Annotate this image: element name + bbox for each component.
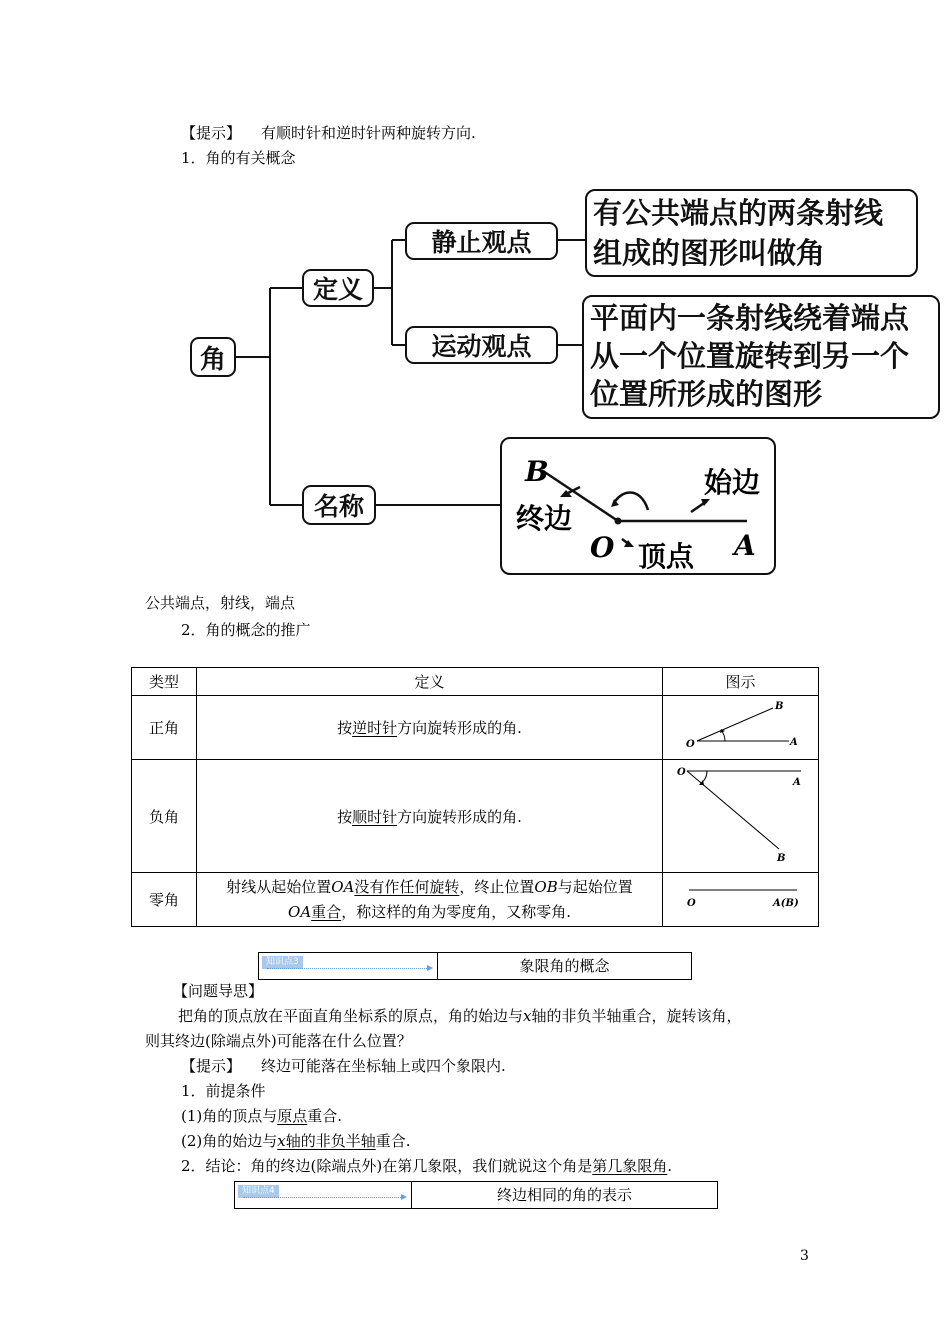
question-hint: 【提示】 终边可能落在坐标轴上或四个象限内. <box>181 1057 506 1075</box>
figure-positive-angle <box>663 696 819 760</box>
neg-A: A <box>793 776 801 788</box>
angle-types-table <box>131 667 819 927</box>
label-vertex: 顶点 <box>638 540 695 573</box>
neg-O: O <box>677 766 686 778</box>
hint-line <box>181 122 476 143</box>
dynamic-definition-line-2: 从一个位置旋转到另一个 <box>590 339 910 373</box>
label-B: B <box>525 455 549 488</box>
dynamic-definition-box <box>582 295 940 419</box>
header-type: 类型 <box>132 668 197 696</box>
table-row <box>132 760 819 873</box>
static-definition-box <box>585 189 918 277</box>
answer-nonnegative-x: x轴的非负半轴 <box>277 1132 376 1150</box>
arrow-icon <box>267 968 431 969</box>
static-view-node: 静止观点 <box>405 222 558 260</box>
hint-label: 【提示】 <box>181 124 242 142</box>
answer-origin: 原点 <box>277 1107 308 1125</box>
row-type-positive: 正角 <box>132 696 197 760</box>
row-type-negative: 负角 <box>132 760 197 873</box>
answer-coincide: 重合 <box>311 902 342 921</box>
knowledge-point-3-badge: 知识点3 <box>262 956 303 969</box>
answer-no-rotation: 没有作任何旋转 <box>354 877 460 896</box>
pos-B: B <box>775 700 784 712</box>
label-initial-side: 始边 <box>704 466 761 499</box>
section-title-2: 2．角的概念的推广 <box>181 621 311 639</box>
page-number: 3 <box>800 1248 809 1264</box>
static-definition-line-1: 有公共端点的两条射线 <box>593 196 884 230</box>
zero-AB: A(B) <box>773 897 799 909</box>
label-terminal-side: 终边 <box>516 502 573 535</box>
table-row <box>132 696 819 760</box>
positive-angle-diagram <box>663 697 818 759</box>
neg-B: B <box>777 852 786 864</box>
table-header-row <box>132 668 819 696</box>
knowledge-point-3-bar <box>258 952 692 980</box>
dynamic-definition-line-1: 平面内一条射线绕着端点 <box>590 301 910 335</box>
dynamic-definition-line-3: 位置所形成的图形 <box>590 377 823 411</box>
row-definition-zero <box>197 873 663 927</box>
zero-O: O <box>687 897 696 909</box>
zero-angle-diagram <box>663 874 818 926</box>
answer-counterclockwise: 逆时针 <box>352 719 398 737</box>
label-O: O <box>590 531 615 564</box>
arrow-icon <box>243 1197 405 1198</box>
pos-O: O <box>686 738 695 750</box>
name-node: 名称 <box>302 485 376 525</box>
answer-clockwise: 顺时针 <box>352 807 398 826</box>
knowledge-point-4-tag <box>235 1182 412 1208</box>
pos-A: A <box>790 736 798 748</box>
knowledge-point-4-title: 终边相同的角的表示 <box>496 1186 632 1204</box>
conclusion-line: 2．结论：角的终边(除端点外)在第几象限，我们就说这个角是第几象限角. <box>181 1157 673 1175</box>
figure-zero-angle <box>663 873 819 927</box>
negative-angle-diagram <box>663 761 818 872</box>
row-definition-negative: 按顺时针方向旋转形成的角. <box>197 760 663 873</box>
answer-quadrant-angle: 第几象限角 <box>592 1157 668 1175</box>
dynamic-view-node: 运动观点 <box>405 326 558 364</box>
row-definition-positive: 按逆时针方向旋转形成的角. <box>197 696 663 760</box>
premise-item-2: (2)角的始边与x轴的非负半轴重合. <box>181 1132 411 1150</box>
static-definition-line-2: 组成的图形叫做角 <box>593 236 826 270</box>
question-label: 【问题导思】 <box>173 982 264 1000</box>
question-line-2: 则其终边(除端点外)可能落在什么位置？ <box>145 1032 412 1050</box>
question-line-1: 把角的顶点放在平面直角坐标系的原点，角的始边与x轴的非负半轴重合，旋转该角， <box>178 1007 742 1025</box>
knowledge-point-4-bar <box>234 1181 718 1209</box>
figure-negative-angle <box>663 760 819 873</box>
label-A: A <box>734 529 756 562</box>
definition-node: 定义 <box>302 269 374 307</box>
section-title-1: 1．角的有关概念 <box>181 149 296 167</box>
blank-answers: 公共端点，射线，端点 <box>145 594 296 612</box>
table-row <box>132 873 819 927</box>
knowledge-point-4-badge: 知识点4 <box>238 1185 279 1198</box>
premise-title: 1．前提条件 <box>181 1082 266 1100</box>
knowledge-point-3-tag <box>259 953 438 979</box>
zero-def-line-1: 射线从起始位置OA没有作任何旋转，终止位置OB与起始位置 <box>226 877 633 896</box>
concept-map <box>180 185 950 580</box>
header-figure: 图示 <box>663 668 819 696</box>
premise-item-1: (1)角的顶点与原点重合. <box>181 1107 343 1125</box>
hint-text: 有顺时针和逆时针两种旋转方向. <box>261 124 476 142</box>
knowledge-point-3-title: 象限角的概念 <box>519 957 610 975</box>
row-type-zero: 零角 <box>132 873 197 927</box>
root-node-angle: 角 <box>190 337 236 377</box>
header-definition: 定义 <box>197 668 663 696</box>
zero-def-line-2: OA重合，称这样的角为零度角，又称零角. <box>288 902 571 921</box>
